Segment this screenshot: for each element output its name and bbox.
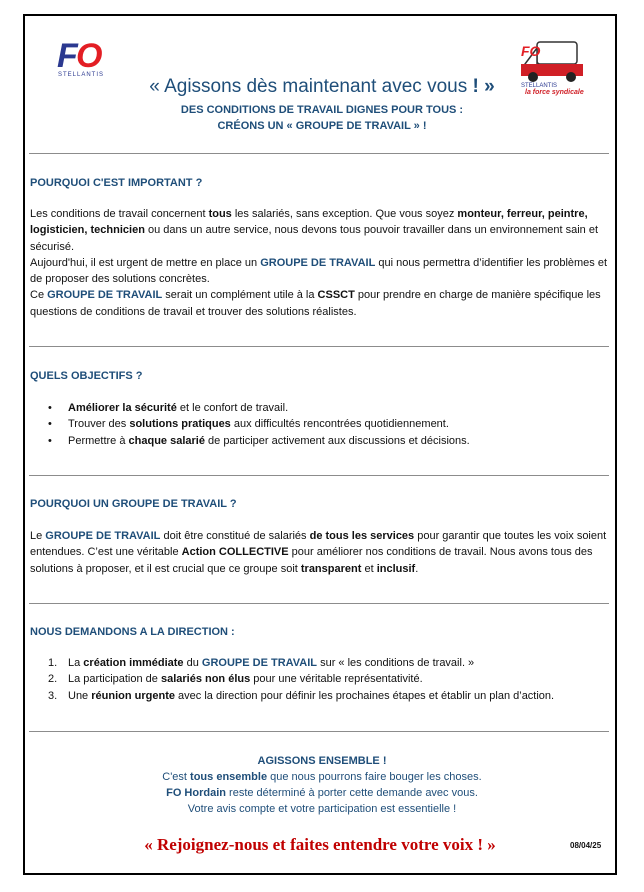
closing-title: AGISSONS ENSEMBLE ! (257, 755, 387, 767)
divider (29, 475, 609, 476)
subhead-line-1: DES CONDITIONS DE TRAVAIL DIGNES POUR TOUS : (180, 104, 464, 116)
page-headline: « Agissons dès maintenant avec vous ! » (149, 76, 495, 97)
divider (29, 346, 609, 347)
list-item: 3. Une réunion urgente avec la direction pour définir les prochaines étapes et établir un plan d’action. (48, 689, 555, 702)
list-item: • Permettre à chaque salarié de participer activement aux discussions et décisions. (48, 434, 470, 447)
divider (29, 153, 609, 154)
list-item: • Trouver des solutions pratiques aux difficultés rencontrées quotidiennement. (48, 418, 449, 431)
document-date: 08/04/25 (570, 841, 602, 850)
svg-text:STELLANTIS: STELLANTIS (521, 83, 558, 89)
divider (29, 731, 609, 732)
section-title-why-group: POURQUOI UN GROUPE DE TRAVAIL ? (30, 498, 237, 510)
subhead-line-2: CRÉONS UN « GROUPE DE TRAVAIL » ! (217, 120, 427, 132)
svg-text:O: O (76, 37, 103, 75)
divider (29, 603, 609, 604)
paragraph-importance: Les conditions de travail concernent tous les salariés, sans exception. Que vous soyez monteur, ferreur, peintre, logisticien, technicien ou dans un autre service, nous devons tous pouvoir travailler dans un environnement sain et sécurisé. Aujourd'hui, il est urgent de mettre en place un GROUPE DE TRAVAIL qui nous permettra d’identifier les problèmes et de proposer des solutions concrètes. Ce GROUPE DE TRAVAIL serait un complément utile à la CSSCT pour prendre en charge de manière spécifique les questions de conditions de travail et trouver des solutions réalistes. (30, 208, 608, 318)
list-item: 2. La participation de salariés non élus pour une véritable représentativité. (48, 673, 423, 686)
paragraph-why-group: Le GROUPE DE TRAVAIL doit être constitué de salariés de tous les services pour garantir que toutes les voix soient entendues. C’est une véritable Action COLLECTIVE pour améliorer nos conditions de travail. Nous avons tous des solutions à proposer, et il est crucial que ce groupe soit transparent et inclusif. (30, 530, 607, 575)
svg-text:FO: FO (521, 43, 541, 59)
svg-text:F: F (57, 37, 78, 75)
svg-text:STELLANTIS: STELLANTIS (58, 72, 105, 78)
closing-line-2: FO Hordain reste déterminé à porter cette demande avec vous. (166, 787, 478, 799)
fo-stellantis-logo-left (56, 32, 108, 82)
objectives-list (48, 400, 608, 449)
svg-text:la force syndicale: la force syndicale (525, 89, 584, 96)
closing-line-3: Votre avis compte et votre participation est essentielle ! (187, 803, 457, 815)
demands-list (48, 655, 608, 704)
section-title-objectives: QUELS OBJECTIFS ? (30, 370, 143, 382)
closing-line-1: C'est tous ensemble que nous pourrons faire bouger les choses. (162, 771, 482, 783)
list-item: 1. La création immédiate du GROUPE DE TRAVAIL sur « les conditions de travail. » (48, 657, 475, 669)
section-title-demands: NOUS DEMANDONS A LA DIRECTION : (30, 626, 235, 638)
section-title-importance: POURQUOI C'EST IMPORTANT ? (30, 177, 203, 189)
list-item: • Améliorer la sécurité et le confort de travail. (48, 402, 289, 414)
call-to-action: « Rejoignez-nous et faites entendre votre voix ! » (144, 835, 496, 854)
